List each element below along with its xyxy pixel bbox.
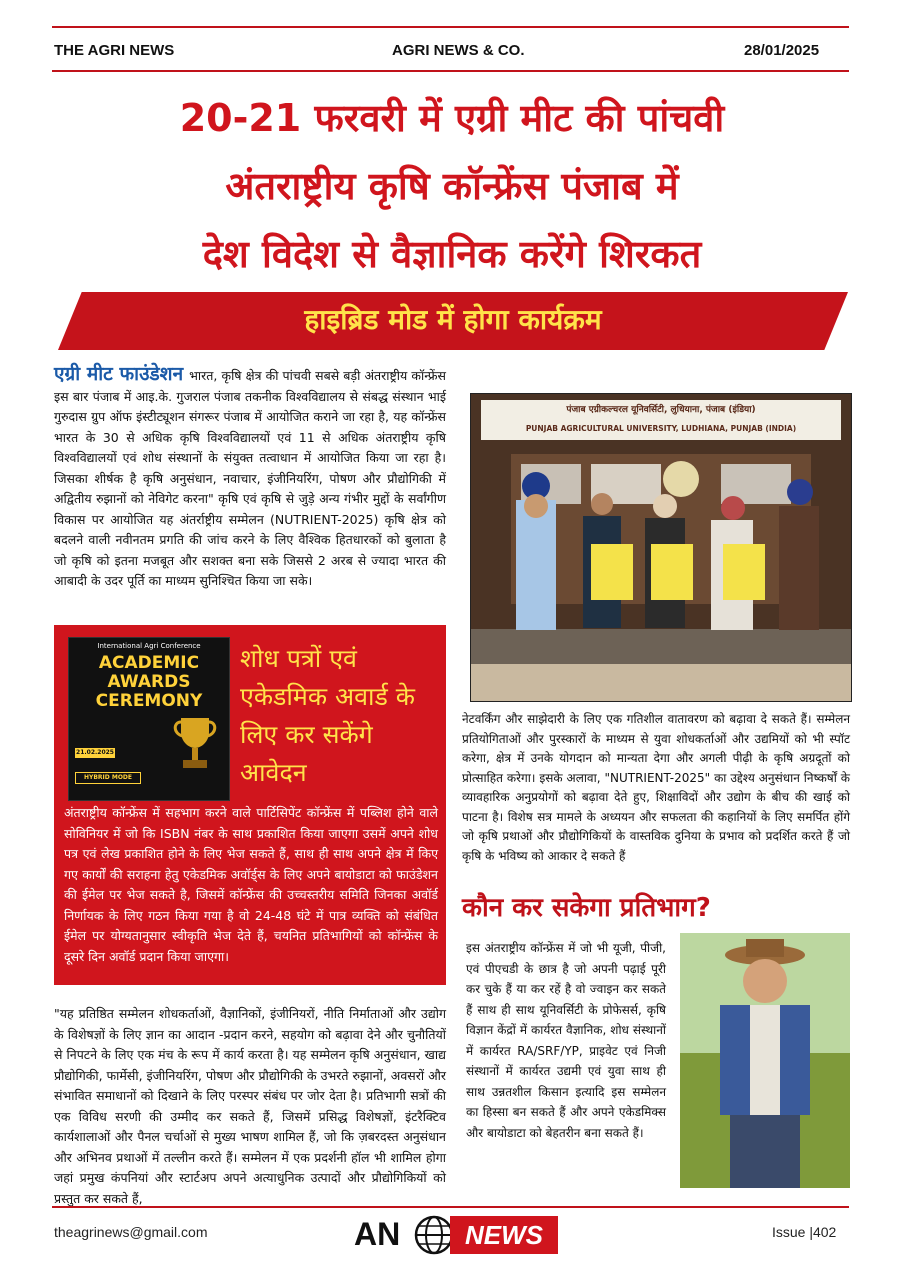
intro-paragraph [54, 364, 446, 592]
awards-poster [68, 637, 230, 801]
publication-name: THE AGRI NEWS [54, 42, 175, 59]
foundation-name: एग्री मीट फाउंडेशन [54, 363, 184, 385]
footer-rule [52, 1206, 849, 1208]
board-english: PUNJAB AGRICULTURAL UNIVERSITY, LUDHIANA, PUNJAB (INDIA) [525, 424, 797, 433]
right-paragraph: नेटवर्किंग और साझेदारी के लिए एक गतिशील वातावरण को बढ़ावा दे सकते हैं। सम्मेलन प्रतियोगिताओं और पुरस्कारों के माध्यम से युवा शोधकर्ताओं और उद्यमियों को भी स्पॉट करेगा, क्षेत्र में उनके योगदान को मान्यता देगा और अगली पीढ़ी के कृषि अग्रदूतों को प्रोत्साहित करेगा। इसके अलावा, "NUTRIENT-2025" का उद्देश्य अनुसंधान निष्कर्षों के व्यावहारिक अनुप्रयोगों को बढ़ावा देते हुए, शिक्षाविदों और उद्योग के बीच की खाई को पाटना है। विशेष सत्र मामले के अध्ययन और सफलता की कहानियों के लिए समर्पित होंगे जो कृषि प्रथाओं और प्रौद्योगिकियों के वास्तविक दुनिया के प्रभाव को प्रदर्शित करते हैं जो कृषि के भविष्य को आकार दे सकते हैं [462, 712, 850, 863]
trophy-icon [173, 714, 217, 774]
award-box-text: अंतराष्ट्रीय कॉन्फ्रेंस में सहभाग करने वाले पार्टिसिपेंट कॉन्फ्रेंस में पब्लिश होने वाले सोविनियर में जो कि ISBN नंबर के साथ प्रकाशित किया जाएगा उसमें अपने शोध पत्र एवं लेख प्रकाशित होने के लिए भेज सकते हैं, साथ ही साथ अपने क्षेत्र में किए गए कार्यों की सराहना हेतु एकेडमिक अवॉर्ड्स के लिए अपने बायोडाटा को फाउंडेशन की ईमेल पर भेज सकते है, जिसमें कॉन्फ्रेंस की उच्चस्तरीय समिति जिनका अवॉर्ड निर्णायक के लिए गठन किया गया है वो 24-48 घंटे में पात्र व्यक्ति को संबंधित ईमेल पर योग्यतानुसार स्वीकृति भेज देते हैं, चयनित प्रतिभागियों को कॉन्फ्रेंस के दूसरे दिन अवॉर्ड प्रदान किया जाएगा। [64, 805, 438, 964]
poster-date: 21.02.2025 [76, 749, 114, 756]
globe-icon [414, 1215, 454, 1255]
section-title: कौन कर सकेगा प्रतिभाग? [462, 893, 711, 923]
photo-illustration [471, 394, 851, 701]
who-paragraph: इस अंतराष्ट्रीय कॉन्फ्रेंस में जो भी यूजी, पीजी, एवं पीएचडी के छात्र है जो अपनी पढ़ाई पूरी कर चुके हैं या कर रहें है वो ज्वाइन कर सकते हैं साथ ही साथ यूनिवर्सिटी के प्रोफेसर्स, कृषि विज्ञान केंद्रों में कार्यरत वैज्ञानिक, शोध संस्थानों में कार्यरत RA/SRF/YP, प्राइवेट एवं निजी संस्थानों में कार्यरत उद्यमी एवं युवा साथ ही साथ उन्नतशील किसान इत्यादि इस सम्मेलन का हिस्सा बन सकते हैं और अपने एकेडमिक्स और बायोडाटा को बेहतरीन बना सकते हैं। [466, 941, 666, 1140]
header-rule [52, 70, 849, 72]
intro-text: भारत, कृषि क्षेत्र की पांचवी सबसे बड़ी अंतराष्ट्रीय कॉन्फ्रेंस इस बार पंजाब में आइ.के. गुजराल पंजाब तकनीक विश्वविद्यालय से संबद्ध संस्थान भाई गुरुदास ग्रुप ऑफ इंस्टीट्यूशन संगरूर पंजाब में आयोजित कराने जा रहा है, यह कॉन्फ्रेंस भारत के 30 से अधिक कृषि विश्वविद्यालयों एवं 11 से अधिक अंतराष्ट्रीय कृषि विश्वविद्यालयों एवं शोध संस्थानों के संयुक्त तत्वाधान में आयोजित किया जा रहा है। जिसका शीर्षक है कृषि अनुसंधान, नवाचार, इंजीनियरिंग, पोषण और प्रौद्योगिकी में अद्वितीय रुझानों को नेविगेट करना" कृषि एवं कृषि से जुड़े अन्य गंभीर मुद्दों के सर्वांगीण विकास पर आयोजित यह अंतर्राष्ट्रीय सम्मेलन (NUTRIENT-2025) कृषि क्षेत्र को बदलने वाली नवीनतम प्रगति की जांच करने के लिए वैश्विक हितधारकों को बुलाता है जो कृषि को इतना मजबूत और सशक्त बना सके जिससे 2 अरब से ज्यादा भारत की आबादी के उदर पूर्ति का माध्यम सुनिश्चित किया जा सके। [54, 368, 446, 588]
poster-mode: HYBRID MODE [75, 772, 141, 784]
board-hindi: पंजाब एग्रीकल्चरल यूनिवर्सिटी, लुधियाना, पंजाब (इंडिया) [566, 405, 756, 415]
contact-email[interactable]: theagrinews@gmail.com [54, 1224, 208, 1240]
an-news-logo [354, 1212, 562, 1258]
event-photo [470, 393, 852, 702]
farmer-illustration [680, 933, 850, 1188]
poster-conference-label: International Agri Conference [97, 642, 201, 650]
issue-date: 28/01/2025 [744, 42, 820, 59]
top-rule [52, 26, 849, 28]
logo-news-text: NEWS [450, 1216, 558, 1254]
headline-line-1: 20-21 फरवरी में एग्री मीट की पांचवी [179, 96, 725, 140]
banner-text: हाइब्रिड मोड में होगा कार्यक्रम [304, 303, 602, 336]
quote-paragraph: "यह प्रतिष्ठित सम्मेलन शोधकर्ताओं, वैज्ञानिकों, इंजीनियरों, नीति निर्माताओं और उद्योग के विशेषज्ञों के लिए ज्ञान का आदान -प्रदान करने, सहयोग को बढ़ावा देने और चुनौतियों से निपटने के लिए एक मंच के रूप में कार्य करता है। यह सम्मेलन कृषि अनुसंधान, खाद्य प्रौद्योगिकी, फार्मेसी, इंजीनियरिंग, पोषण और प्रौद्योगिकी के उभरते रुझानों, अवसरों और संभावित समाधानों को दिखाने के लिए परस्पर संबंध पर जोर देता है। प्रतिभागी सत्रों की एक विविध सरणी की उम्मीद कर सकते हैं, जिसमें प्रसिद्ध विशेषज्ञों, इंटरैक्टिव कार्यशालाओं और पैनल चर्चाओं से मुख्य भाषण शामिल हैं, जो कि ज़बरदस्त अनुसंधान और अभिनव प्रथाओं में तल्लीन करते हैं। सम्मेलन में एक प्रदर्शनी हॉल भी शामिल होगा जहां प्रमुख कंपनियां और स्टार्टअप अपने अत्याधुनिक उत्पादों और प्रौद्योगिकियों को प्रस्तुत कर सकते हैं, [54, 1006, 446, 1206]
farmer-photo [680, 933, 850, 1188]
subheadline-banner [58, 292, 848, 350]
award-box-title: शोध पत्रों एवं एकेडमिक अवार्ड के लिए कर सकेंगे आवेदन [240, 644, 415, 787]
headline-line-2: अंतराष्ट्रीय कृषि कॉन्फ्रेंस पंजाब में [225, 164, 679, 208]
issue-number: Issue |402 [772, 1224, 837, 1240]
publisher-name: AGRI NEWS & CO. [392, 42, 525, 59]
logo-an-text: AN [354, 1216, 401, 1252]
headline-line-3: देश विदेश से वैज्ञानिक करेंगे शिरकत [202, 232, 702, 276]
poster-title: ACADEMIC AWARDS CEREMONY [95, 653, 203, 711]
